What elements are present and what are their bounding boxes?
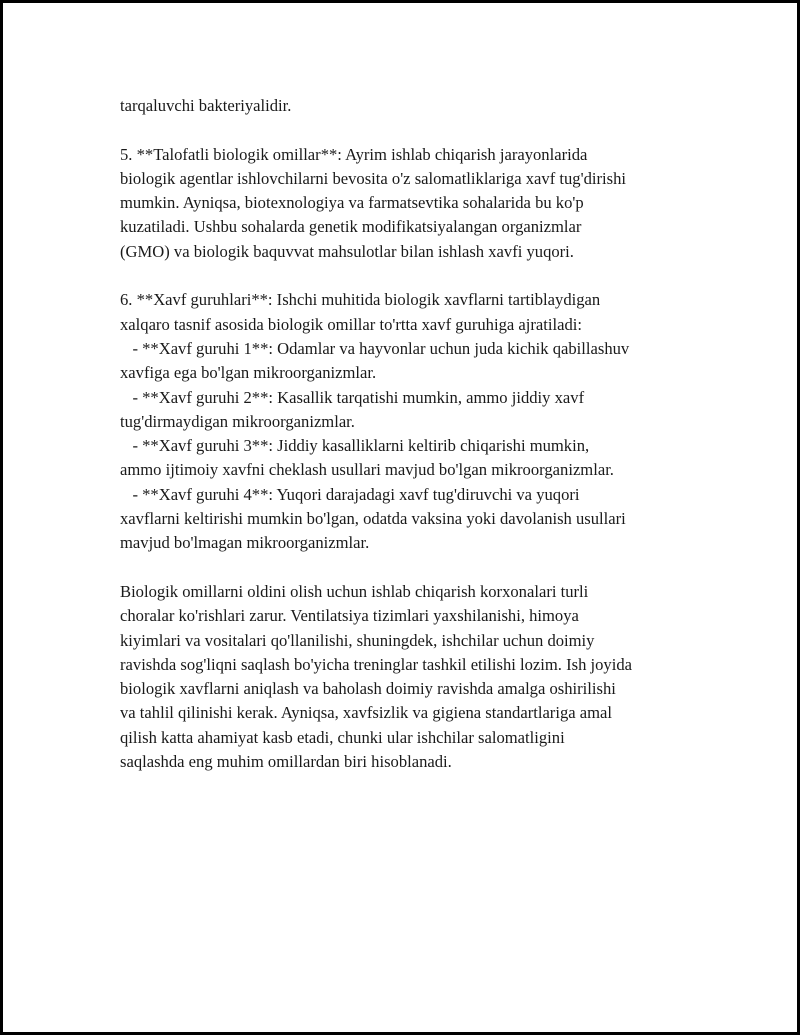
paragraph-spacer xyxy=(120,264,720,288)
text-line: saqlashda eng muhim omillardan biri hisoblanadi. xyxy=(120,752,452,772)
text-line: qilish katta ahamiyat kasb etadi, chunki ular ishchilar salomatligini xyxy=(120,727,565,747)
text-line: mavjud bo'lmagan mikroorganizmlar. xyxy=(120,533,370,553)
text-line: biologik xavflarni aniqlash va baholash doimiy ravishda amalga oshirilishi xyxy=(120,679,616,699)
paragraph-continuation xyxy=(120,94,720,118)
list-item-xavf-guruhi-3: - **Xavf guruhi 3**: Jiddiy kasalliklarni keltirib chiqarishi mumkin, xyxy=(120,436,590,456)
text-line: 5. **Talofatli biologik omillar**: Ayrim ishlab chiqarish jarayonlarida xyxy=(120,144,588,164)
text-line: va tahlil qilinishi kerak. Ayniqsa, xavfsizlik va gigiena standartlariga amal xyxy=(120,703,613,723)
paragraph-spacer xyxy=(120,556,720,580)
text-line: 6. **Xavf guruhlari**: Ishchi muhitida biologik xavflarni tartiblaydigan xyxy=(120,290,601,310)
paragraph-prevention xyxy=(120,580,720,774)
text-line: Biologik omillarni oldini olish uchun ishlab chiqarish korxonalari turli xyxy=(120,581,589,601)
text-line: choralar ko'rishlari zarur. Ventilatsiya tizimlari yaxshilanishi, himoya xyxy=(120,606,579,626)
text-line: ravishda sog'liqni saqlash bo'yicha treninglar tashkil etilishi lozim. Ish joyida xyxy=(120,654,632,674)
text-line: kiyimlari va vositalari qo'llanilishi, shuningdek, ishchilar uchun doimiy xyxy=(120,630,595,650)
text-line: kuzatiladi. Ushbu sohalarda genetik modifikatsiyalangan organizmlar xyxy=(120,217,582,237)
text-line: tug'dirmaydigan mikroorganizmlar. xyxy=(120,411,355,431)
text-line: xalqaro tasnif asosida biologik omillar to'rtta xavf guruhiga ajratiladi: xyxy=(120,314,582,334)
paragraph-xavf-guruhlari xyxy=(120,288,720,555)
paragraph-talofatli-biologik-omillar xyxy=(120,143,720,264)
paragraph-spacer xyxy=(120,118,720,142)
list-item-xavf-guruhi-2: - **Xavf guruhi 2**: Kasallik tarqatishi mumkin, ammo jiddiy xavf xyxy=(120,387,585,407)
text-line: ammo ijtimoiy xavfni cheklash usullari mavjud bo'lgan mikroorganizmlar. xyxy=(120,460,614,480)
text-line: xavfiga ega bo'lgan mikroorganizmlar. xyxy=(120,363,377,383)
list-item-xavf-guruhi-4: - **Xavf guruhi 4**: Yuqori darajadagi xavf tug'diruvchi va yuqori xyxy=(120,484,580,504)
text-line: tarqaluvchi bakteriyalidir. xyxy=(120,96,292,115)
text-line: biologik agentlar ishlovchilarni bevosita o'z salomatliklariga xavf tug'dirishi xyxy=(120,168,626,188)
text-line: (GMO) va biologik baquvvat mahsulotlar bilan ishlash xavfi yuqori. xyxy=(120,241,574,261)
text-line: mumkin. Ayniqsa, biotexnologiya va farmatsevtika sohalarida bu ko'p xyxy=(120,193,584,213)
list-item-xavf-guruhi-1: - **Xavf guruhi 1**: Odamlar va hayvonlar uchun juda kichik qabillashuv xyxy=(120,338,630,358)
text-line: xavflarni keltirishi mumkin bo'lgan, odatda vaksina yoki davolanish usullari xyxy=(120,509,626,529)
document-body xyxy=(120,94,720,774)
